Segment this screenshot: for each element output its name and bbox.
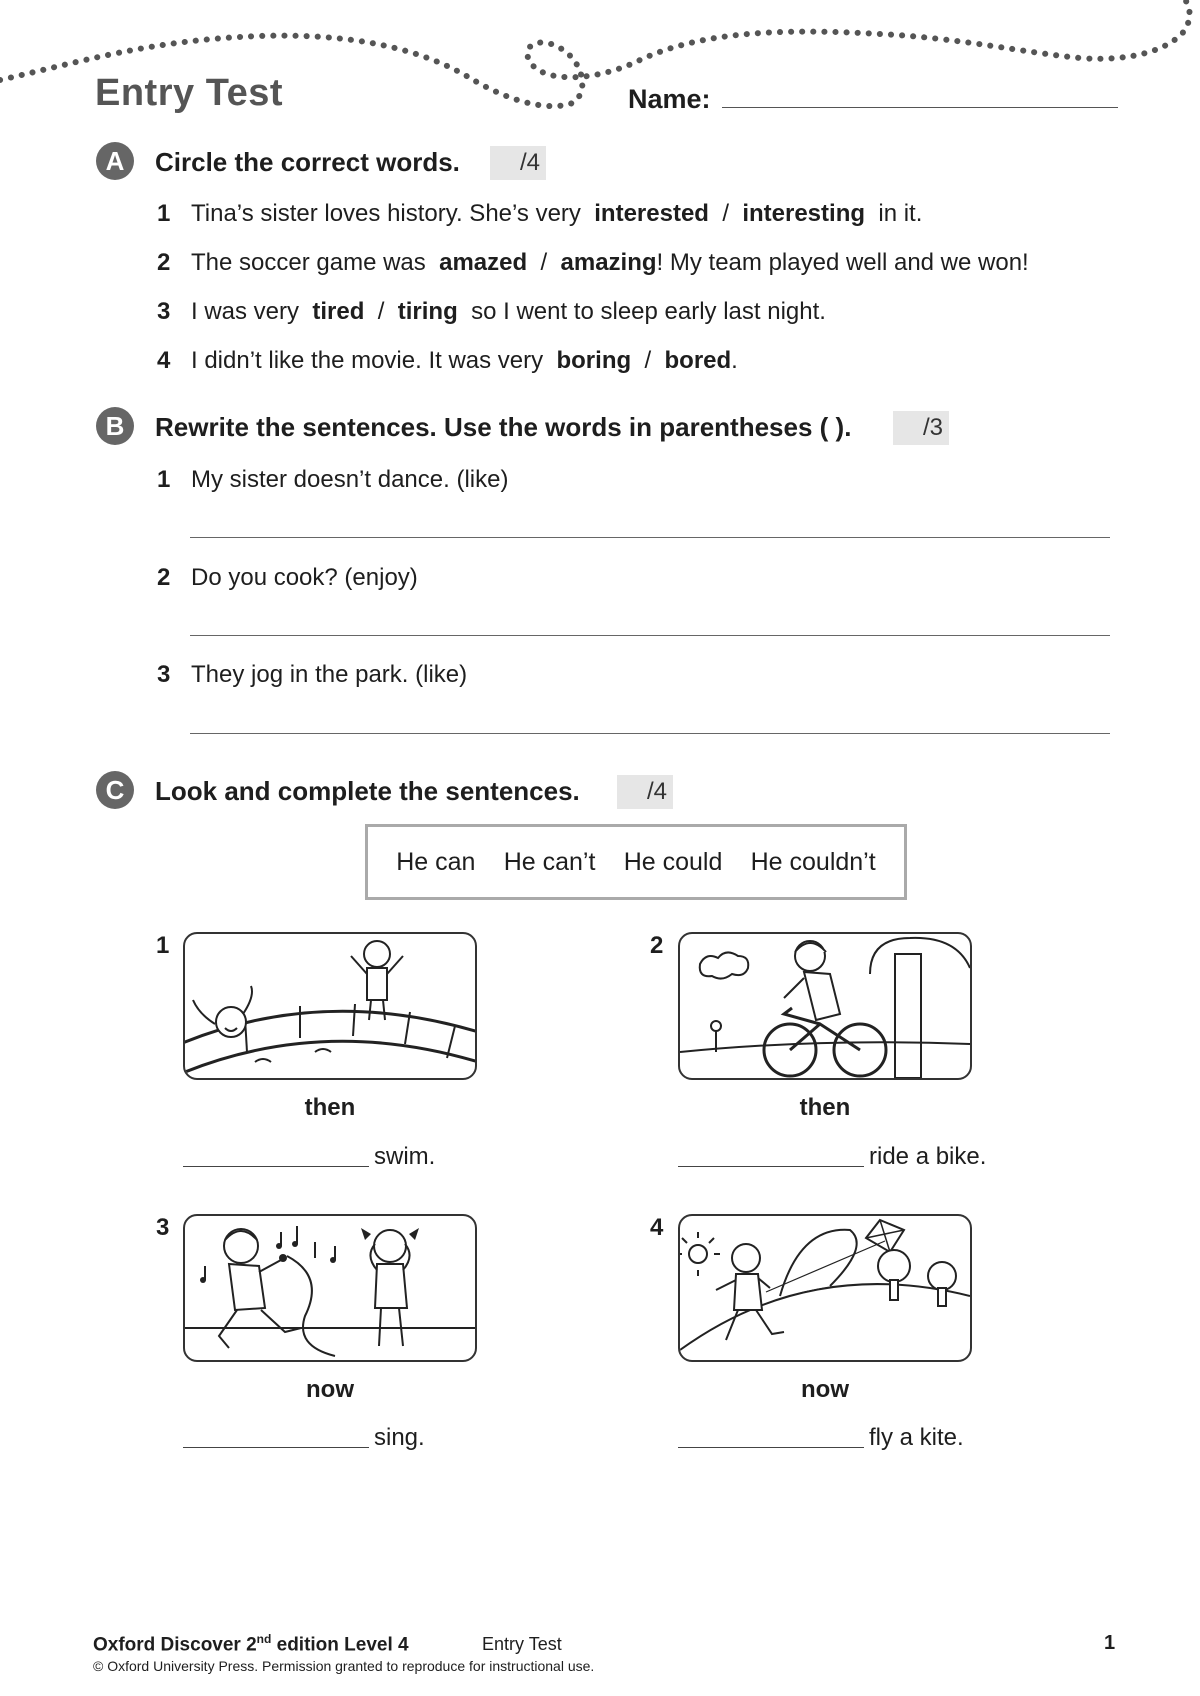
singing-illustration <box>185 1216 475 1360</box>
option-2[interactable]: interesting <box>742 200 866 227</box>
option-1[interactable]: interested <box>594 200 709 227</box>
section-a-badge: A <box>96 142 134 180</box>
word-box <box>365 824 907 900</box>
picture-caption: then <box>799 1094 851 1121</box>
word-option: He could <box>623 847 723 876</box>
option-1[interactable]: tired <box>312 298 365 325</box>
picture-3-sing <box>183 1214 477 1362</box>
picture-caption: now <box>801 1376 849 1403</box>
picture-number: 4 <box>650 1214 664 1241</box>
option-2[interactable]: bored <box>664 347 732 374</box>
option-2[interactable]: tiring <box>397 298 458 325</box>
question-number: 2 <box>157 564 171 591</box>
question-number: 3 <box>157 661 171 688</box>
section-b-title: Rewrite the sentences. Use the words in parentheses ( ). <box>155 412 852 442</box>
picture-caption: now <box>306 1376 354 1403</box>
answer-line-b1[interactable] <box>190 537 1110 538</box>
section-b-badge: B <box>96 407 134 445</box>
footer-brand: Oxford Discover 2nd edition Level 4 <box>93 1632 409 1656</box>
answer-blank-c3[interactable] <box>183 1447 369 1448</box>
question-number: 1 <box>157 466 171 493</box>
answer-blank-c2[interactable] <box>678 1166 864 1167</box>
picture-number: 3 <box>156 1214 170 1241</box>
question-a3: 3 I was very tired / tiring so I went to sleep early last night. <box>157 298 826 325</box>
question-b3: 3 They jog in the park. (like) <box>157 661 468 688</box>
section-a-score: /4 <box>490 146 546 180</box>
name-label: Name: <box>628 84 711 114</box>
question-number: 1 <box>157 200 171 227</box>
picture-1-swim <box>183 932 477 1080</box>
section-c-title: Look and complete the sentences. <box>155 776 580 806</box>
footer-copyright: © Oxford University Press. Permission granted to reproduce for instructional use. <box>93 1658 595 1674</box>
question-number: 2 <box>157 249 171 276</box>
section-a-title: Circle the correct words. <box>155 147 460 177</box>
picture-4-kite <box>678 1214 972 1362</box>
kite-illustration <box>680 1216 970 1360</box>
completion-text: fly a kite. <box>869 1424 964 1451</box>
completion-text: sing. <box>374 1424 425 1451</box>
option-2[interactable]: amazing <box>560 249 657 276</box>
footer-subtitle: Entry Test <box>482 1634 562 1654</box>
completion-text: ride a bike. <box>869 1143 987 1170</box>
answer-blank-c4[interactable] <box>678 1447 864 1448</box>
swimming-illustration <box>185 934 475 1078</box>
picture-2-bike <box>678 932 972 1080</box>
name-input-line[interactable] <box>722 107 1118 108</box>
question-number: 3 <box>157 298 171 325</box>
picture-number: 1 <box>156 932 170 959</box>
completion-text: swim. <box>374 1143 436 1170</box>
question-a2: 2 The soccer game was amazed / amazing! My team played well and we won! <box>157 249 1029 276</box>
section-c-score: /4 <box>617 775 673 809</box>
option-1[interactable]: boring <box>556 347 632 374</box>
bike-illustration <box>680 934 970 1078</box>
picture-number: 2 <box>650 932 664 959</box>
question-a4: 4 I didn’t like the movie. It was very boring / bored. <box>157 347 738 374</box>
question-b2: 2 Do you cook? (enjoy) <box>157 564 418 591</box>
word-option: He can <box>396 847 476 876</box>
page-number: 1 <box>1104 1632 1116 1654</box>
section-b-score: /3 <box>893 411 949 445</box>
word-option: He couldn’t <box>750 847 876 876</box>
picture-caption: then <box>304 1094 356 1121</box>
answer-blank-c1[interactable] <box>183 1166 369 1167</box>
word-option: He can’t <box>503 847 596 876</box>
question-b1: 1 My sister doesn’t dance. (like) <box>157 466 509 493</box>
option-1[interactable]: amazed <box>439 249 528 276</box>
answer-line-b2[interactable] <box>190 635 1110 636</box>
question-number: 4 <box>157 347 171 374</box>
question-a1: 1 Tina’s sister loves history. She’s very interested / interesting in it. <box>157 200 923 227</box>
section-c-badge: C <box>96 771 134 809</box>
page-title: Entry Test <box>95 72 284 114</box>
answer-line-b3[interactable] <box>190 733 1110 734</box>
